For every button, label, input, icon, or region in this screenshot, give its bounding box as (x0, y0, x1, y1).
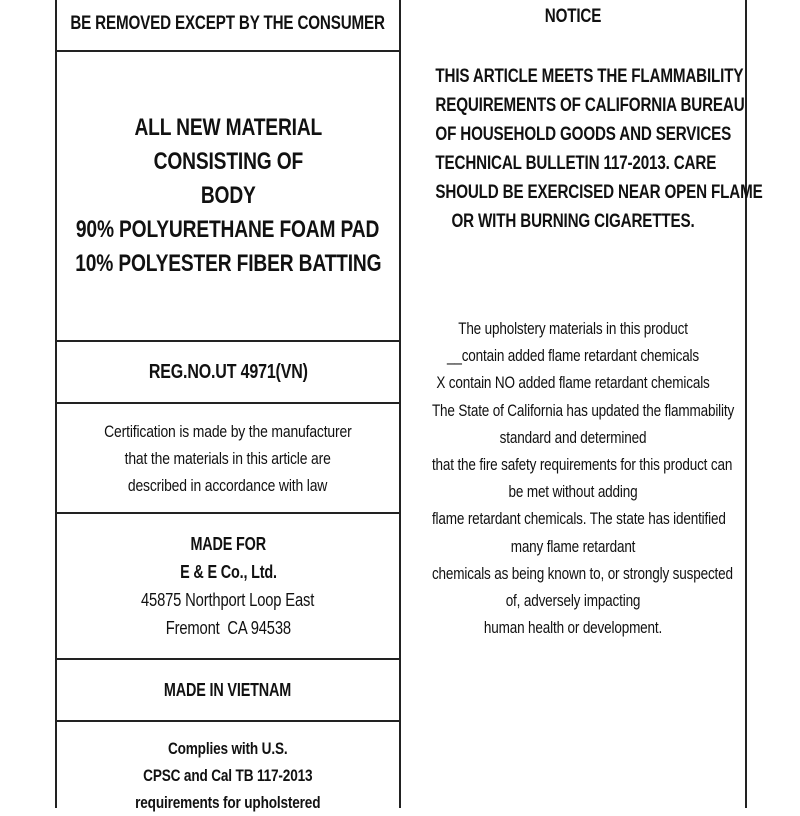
disclosure-line: flame retardant chemicals. The state has identified (431, 510, 726, 529)
notice-line: OF HOUSEHOLD GOODS AND SERVICES (435, 124, 732, 145)
certification-line: that the materials in this article are (124, 448, 332, 468)
registration-number: REG.NO.UT 4971(VN) (148, 360, 308, 383)
disclosure-line: be met without adding (508, 483, 638, 502)
registration-cell (57, 342, 399, 404)
street-address: 45875 Northport Loop East (141, 590, 315, 610)
notice-title: NOTICE (544, 6, 602, 27)
removal-warning-text: BE REMOVED EXCEPT BY THE CONSUMER (70, 13, 386, 34)
notice-line: SHOULD BE EXERCISED NEAR OPEN FLAME (435, 182, 763, 203)
disclosure-line: many flame retardant (510, 537, 636, 556)
disclosure-line: The upholstery materials in this product (458, 320, 688, 338)
country-of-origin: MADE IN VIETNAM (164, 679, 292, 700)
disclosure-line: standard and determined (499, 428, 647, 447)
disclosure-line: The State of California has updated the flammability (431, 401, 735, 420)
flammability-notice (401, 62, 763, 236)
notice-line: OR WITH BURNING CIGARETTES. (451, 211, 695, 232)
city-address: Fremont CA 94538 (165, 618, 291, 638)
flame-retardant-disclosure (401, 316, 745, 642)
disclosure-line: chemicals as being known to, or strongly suspected (431, 564, 733, 583)
compliance-line: Complies with U.S. (168, 739, 288, 758)
material-line: BODY (200, 182, 256, 209)
company-name: E & E Co., Ltd. (179, 562, 277, 582)
disclosure-line: of, adversely impacting (505, 592, 641, 611)
material-line: 10% POLYESTER FIBER BATTING (74, 250, 382, 277)
notice-line: THIS ARTICLE MEETS THE FLAMMABILITY (435, 66, 744, 87)
notice-line: TECHNICAL BULLETIN 117-2013. CARE (435, 153, 717, 174)
disclosure-line: X contain NO added flame retardant chemicals (436, 374, 710, 393)
disclosure-line: human health or development. (483, 619, 663, 638)
made-for-heading: MADE FOR (190, 534, 266, 554)
left-label-column (55, 0, 401, 812)
country-of-origin-cell (57, 660, 399, 722)
compliance-line: requirements for upholstered (135, 793, 321, 812)
made-for-cell (57, 514, 399, 660)
certification-line: described in accordance with law (128, 475, 328, 495)
removal-warning-cell (57, 0, 399, 52)
disclosure-line: that the fire safety requirements for this product can (431, 456, 733, 475)
notice-line: REQUIREMENTS OF CALIFORNIA BUREAU (435, 95, 745, 116)
disclosure-line: __contain added flame retardant chemicals (446, 347, 699, 366)
compliance-cell (57, 722, 399, 812)
material-content-cell (57, 52, 399, 342)
material-line: ALL NEW MATERIAL (134, 114, 322, 141)
compliance-line: CPSC and Cal TB 117-2013 (143, 766, 313, 785)
material-line: CONSISTING OF (153, 148, 303, 175)
certification-cell (57, 404, 399, 514)
certification-line: Certification is made by the manufacturer (104, 421, 352, 441)
material-line: 90% POLYURETHANE FOAM PAD (76, 216, 380, 243)
right-label-column (401, 0, 763, 808)
